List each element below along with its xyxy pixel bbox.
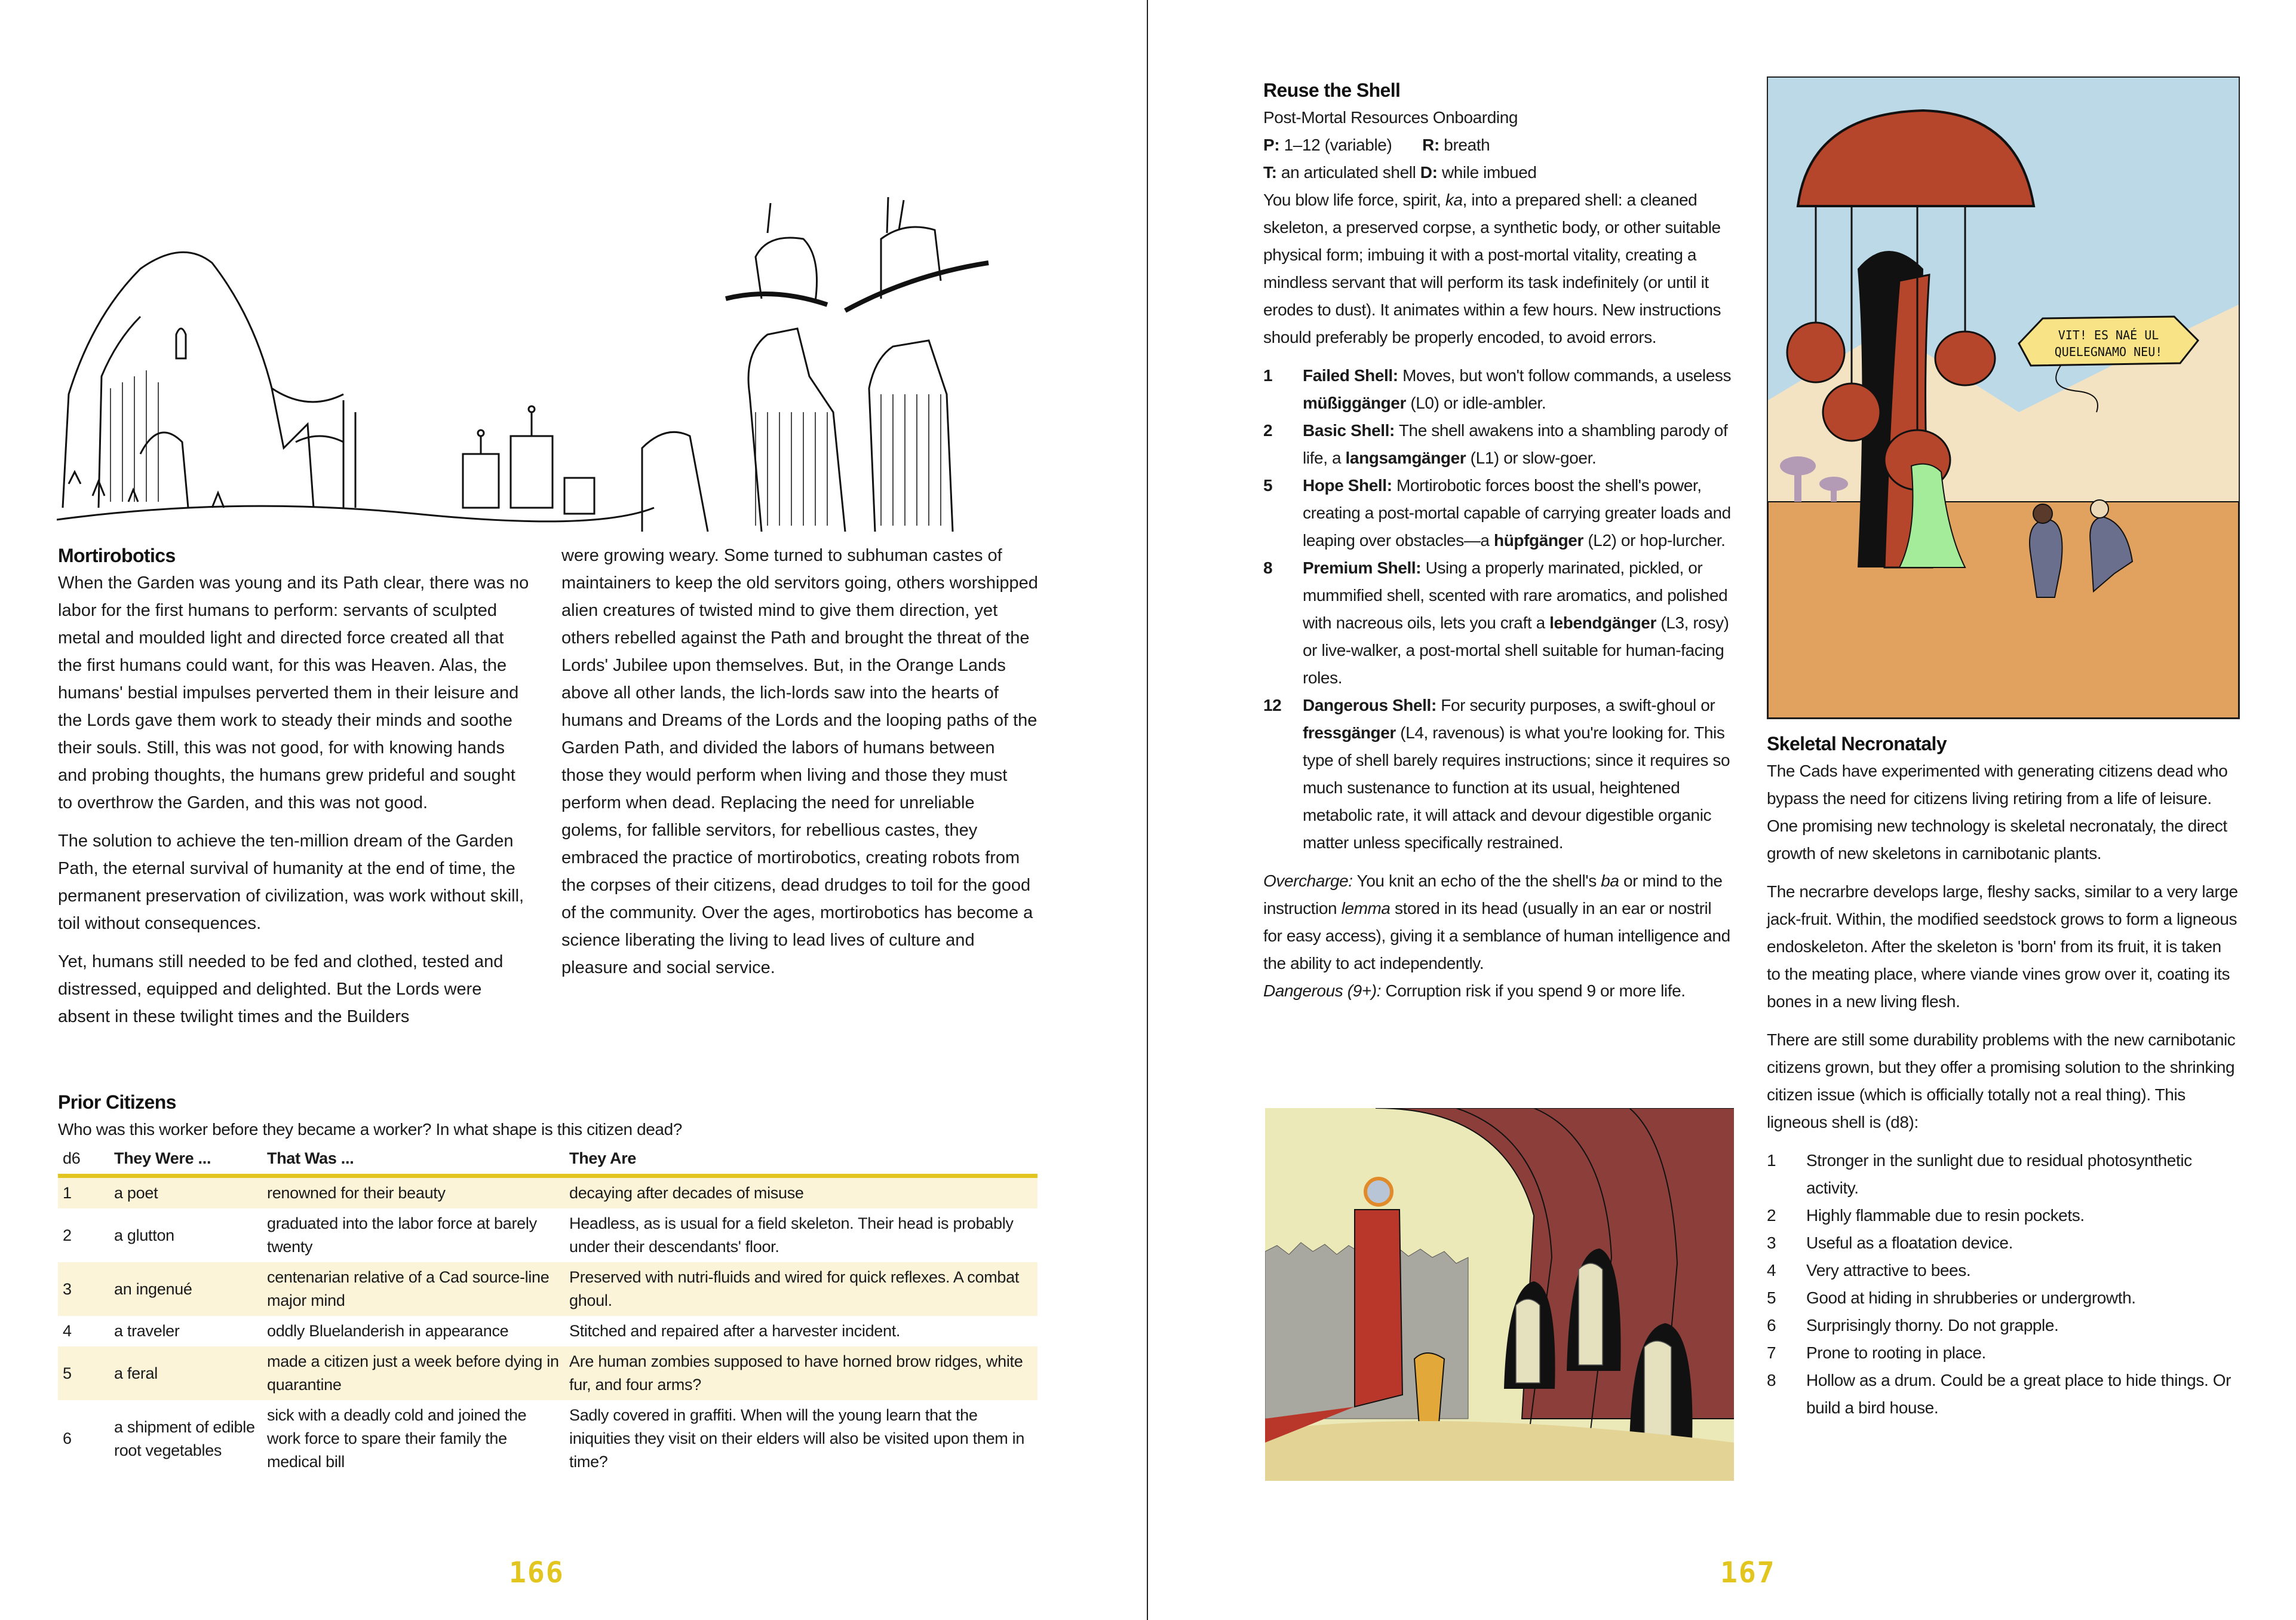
d8-text: Surprisingly thorny. Do not grapple. [1806,1316,2059,1334]
mortirobotics-paragraph-2: The solution to achieve the ten-million dream of the Garden Path, the eternal survival of humanity at the end of time, the permanent preservation of civilization, was work without skill, toil without consequences. [58,832,524,933]
result-text: For security purposes, a swift-ghoul or [1441,696,1715,714]
necrarbre-comic-illustration [1767,76,2240,719]
result-text-end: (L3, rosy) or live-walker, a post-mortal shell suitable for human-facing roles. [1303,613,1729,687]
prior-citizens-intro: Who was this worker before they became a worker? In what shape is this citizen dead? [58,1120,682,1139]
column-header-that-was: That Was ... [262,1147,564,1176]
skeletal-necronataly-column [1767,730,2239,1422]
speech-bubble-line-2: QUELEGNAMO NEU! [2054,345,2163,359]
mortirobotics-column-2 [561,542,1039,981]
result-name: Hope Shell: [1303,476,1392,495]
list-item [1263,417,1732,472]
result-term: fressgänger [1303,723,1396,742]
d8-roll: 6 [1767,1316,1776,1334]
prior-citizens-heading: Prior Citizens [58,1091,176,1113]
overcharge-text-mid: or mind to the instruction [1263,872,1723,918]
dangerous-text: Corruption risk if you spend 9 or more life. [1381,981,1686,1000]
spell-stats-line-1 [1263,131,1732,159]
result-text: Moves, but won't follow commands, a useless [1402,366,1732,385]
page-number-left: 166 [509,1556,564,1590]
result-text: Mortirobotic forces boost the shell's power, creating a post-mortal capable of carrying greater loads and leaping over obstacles—a [1303,476,1731,550]
stat-p-value: 1–12 (variable) [1284,136,1392,154]
d8-roll: 8 [1767,1371,1776,1389]
result-roll: 2 [1263,421,1273,440]
d8-text: Hollow as a drum. Could be a great place to hide things. Or build a bird house. [1806,1371,2231,1417]
result-roll: 12 [1263,696,1282,714]
they-are-cell: Are human zombies supposed to have horned brow ridges, white fur, and four arms? [564,1346,1038,1400]
table-row [58,1176,1038,1209]
that-was-cell: centenarian relative of a Cad source-line major mind [262,1262,564,1316]
list-item [1767,1367,2239,1422]
column-header-d6: d6 [58,1147,109,1176]
result-term: müßiggänger [1303,394,1406,412]
d8-text: Stronger in the sunlight due to residual photosynthetic activity. [1806,1151,2192,1197]
d8-roll: 4 [1767,1261,1776,1280]
that-was-cell: renowned for their beauty [262,1176,564,1209]
they-were-cell: a feral [109,1346,262,1400]
stat-r-label: R: [1422,136,1439,154]
list-item [1767,1229,2239,1257]
that-was-cell: graduated into the labor force at barely twenty [267,1214,537,1256]
that-was-cell: sick with a deadly cold and joined the work force to spare their family the medical bill [267,1406,527,1471]
result-roll: 8 [1263,559,1273,577]
stat-t-value: an articulated shell [1281,163,1416,182]
reuse-shell-description [1263,186,1732,351]
skeletal-necronataly-heading: Skeletal Necronataly [1767,733,1947,754]
list-item [1767,1339,2239,1367]
reuse-shell-heading: Reuse the Shell [1263,79,1401,101]
result-text-end: (L1) or slow-goer. [1466,449,1597,467]
right-page [1148,0,2296,1620]
overcharge-lemma: lemma [1341,899,1391,918]
shell-results-list [1263,362,1732,857]
column-header-they-are: They Are [564,1147,1038,1176]
result-name: Basic Shell: [1303,421,1395,440]
table-row [58,1262,1038,1316]
result-term: lebendgänger [1549,613,1656,632]
stat-r-value: breath [1444,136,1490,154]
list-item [1767,1312,2239,1339]
they-are-cell: Headless, as is usual for a field skeleton. Their head is probably under their descendants' floor. [569,1214,1014,1256]
skeletal-paragraph-3: There are still some durability problems with the new carnibotanic citizens grown, but they offer a promising solution to the shrinking citizen issue (which is officially totally not a real thing). This ligneous shell is (d8): [1767,1030,2236,1131]
roll-cell: 3 [58,1262,109,1316]
that-was-cell: made a citizen just a week before dying in quarantine [262,1346,564,1400]
result-term: hüpfgänger [1493,531,1583,550]
d8-roll: 5 [1767,1288,1776,1307]
description-text-end: , into a prepared shell: a cleaned skeleton, a preserved corpse, a synthetic body, or other suitable physical form; imbuing it with a post-mortal vitality, creating a mindless servant that will perform its task indefinitely (or until it erodes to dust). It animates within a few hours. New instructions should preferably be properly encoded, to avoid errors. [1263,191,1721,346]
table-row [58,1346,1038,1400]
list-item [1263,554,1732,692]
result-text-end: (L4, ravenous) is what you're looking for. This type of shell barely requires instructions; since it requires so much sustenance to function at its usual, heightened metabolic rate, it will attack and devour digestible organic matter unless specifically restrained. [1303,723,1730,852]
result-text: The shell awakens into a shambling parody of life, a [1303,421,1728,467]
roll-cell: 2 [63,1226,72,1244]
table-row [58,1400,1038,1477]
result-name: Dangerous Shell: [1303,696,1436,714]
description-text: You blow life force, spirit, [1263,191,1445,209]
roll-cell: 6 [63,1429,72,1447]
d8-roll: 3 [1767,1234,1776,1252]
necrarbre-tree-drawing [1768,78,2239,718]
stat-p-label: P: [1263,136,1280,154]
description-ka: ka [1445,191,1463,209]
stat-t-label: T: [1263,163,1277,182]
left-page [0,0,1147,1620]
they-are-cell: decaying after decades of misuse [564,1176,1038,1209]
mortirobotics-paragraph-3: Yet, humans still needed to be fed and clothed, tested and distressed, equipped and delighted. But the Lords were absent in these twilight times and the Builders [58,952,504,1026]
result-text: Using a properly marinated, pickled, or mummified shell, scented with rare aromatics, and polished with nacreous oils, lets you craft a [1303,559,1728,632]
speech-bubble-line-1: VIT! ES NAÉ UL [2058,328,2159,342]
d8-text: Highly flammable due to resin pockets. [1806,1206,2085,1225]
overcharge-ba: ba [1601,872,1619,890]
ink-drawing-ruins-and-liches [57,197,1042,532]
d8-roll: 2 [1767,1206,1776,1225]
ruins-illustration [57,197,1042,532]
roll-cell: 4 [63,1322,72,1340]
they-are-cell: Sadly covered in graffiti. When will the young learn that the iniquities they visit on their elders will also be visited upon them in time? [569,1406,1025,1471]
d8-text: Good at hiding in shrubberies or undergrowth. [1806,1288,2136,1307]
stat-d-value: while imbued [1441,163,1537,182]
prior-citizens-section [58,1088,1043,1477]
overcharge-label: Overcharge: [1263,872,1353,890]
result-roll: 5 [1263,476,1273,495]
stat-d-label: D: [1420,163,1438,182]
they-are-cell: Preserved with nutri-fluids and wired for quick reflexes. A combat ghoul. [564,1262,1038,1316]
overcharge-text-end: stored in its head (usually in an ear or nostril for easy access), giving it a semblance of human intelligence and the ability to act independently. [1263,899,1730,972]
they-were-cell: a traveler [114,1322,180,1340]
list-item [1767,1202,2239,1229]
arches-with-skeletons-drawing [1265,1108,1734,1481]
d8-text: Prone to rooting in place. [1806,1343,1986,1362]
page-number-right: 167 [1720,1556,1776,1590]
overcharge-paragraph [1263,867,1732,1005]
d8-roll: 7 [1767,1343,1776,1362]
they-were-cell: a shipment of edible root vegetables [114,1418,255,1459]
they-were-cell: a poet [109,1176,262,1209]
prior-citizens-table [58,1147,1038,1477]
mortirobotics-paragraph-4: were growing weary. Some turned to subhuman castes of maintainers to keep the old servitors going, others worshipped alien creatures of twisted mind to give them direction, yet others rebelled against the Path and brought the threat of the Lords' Jubilee upon themselves. But, in the Orange Lands above all other lands, the lich-lords saw into the hearts of humans and Dreams of the Lords and the looping paths of the Garden Path, and divided the labors of humans between those they would perform when living and those they must perform when dead. Replacing the need for unreliable golems, for fallible servitors, for rebellious castes, they embraced the practice of mortirobotics, creating robots from the corpses of their citizens, dead drudges to toil for the good of the community. Over the ages, mortirobotics has become a science liberating the living to lead lives of culture and pleasure and social service. [561,546,1038,977]
table-row [58,1208,1038,1262]
list-item [1263,692,1732,857]
spell-stats-line-2 [1263,159,1732,186]
roll-cell: 5 [58,1346,109,1400]
mortirobotics-heading: Mortirobotics [58,545,176,566]
column-header-they-were: They Were ... [109,1147,262,1176]
overcharge-text: You knit an echo of the the shell's [1352,872,1601,890]
list-item [1263,362,1732,417]
d8-text: Very attractive to bees. [1806,1261,1971,1280]
result-name: Failed Shell: [1303,366,1398,385]
table-header-row [58,1147,1038,1176]
reuse-shell-subtitle: Post-Mortal Resources Onboarding [1263,108,1518,127]
reuse-shell-column [1263,76,1732,1005]
list-item [1767,1147,2239,1202]
result-roll: 1 [1263,366,1273,385]
list-item [1263,472,1732,554]
d8-roll: 1 [1767,1151,1776,1170]
mortirobotics-paragraph-1: When the Garden was young and its Path clear, there was no labor for the first humans to perform: servants of sculpted metal and moulded light and directed force created all that the first humans could want, for this was Heaven. Alas, the humans' bestial impulses perverted them in their leisure and the Lords gave them work to steady their minds and soothe their souls. Still, this was not good, for with knowing hands and probing thoughts, the humans grew prideful and sought to overthrow the Garden, and this was not good. [58,573,529,812]
they-were-cell: a glutton [114,1226,174,1244]
list-item [1767,1284,2239,1312]
skeleton-arches-illustration [1265,1108,1734,1481]
skeletal-paragraph-2: The necrarbre develops large, fleshy sacks, similar to a very large jack-fruit. Within, the modified seedstock grows to form a ligneous endoskeleton. After the skeleton is 'born' from its fruit, it is taken to the meating place, where viande vines grow over it, coating its bones in a new living flesh. [1767,882,2238,1011]
d8-text: Useful as a floatation device. [1806,1234,2013,1252]
result-term: langsamgänger [1345,449,1466,467]
skeletal-paragraph-1: The Cads have experimented with generating citizens dead who bypass the need for citizens living retiring from a life of leisure. One promising new technology is skeletal necronataly, the direct growth of new skeletons in carnibotanic plants. [1767,762,2228,863]
that-was-cell: oddly Bluelanderish in appearance [267,1322,509,1340]
ligneous-shell-d8-list [1767,1147,2239,1422]
mortirobotics-column-1 [58,542,530,1030]
list-item [1767,1257,2239,1284]
they-are-cell: Stitched and repaired after a harvester incident. [569,1322,901,1340]
they-were-cell: an ingenué [109,1262,262,1316]
table-row [58,1316,1038,1346]
result-text-end: (L2) or hop-lurcher. [1583,531,1726,550]
dangerous-label: Dangerous (9+): [1263,981,1382,1000]
result-text-end: (L0) or idle-ambler. [1405,394,1546,412]
result-name: Premium Shell: [1303,559,1422,577]
roll-cell: 1 [58,1176,109,1209]
